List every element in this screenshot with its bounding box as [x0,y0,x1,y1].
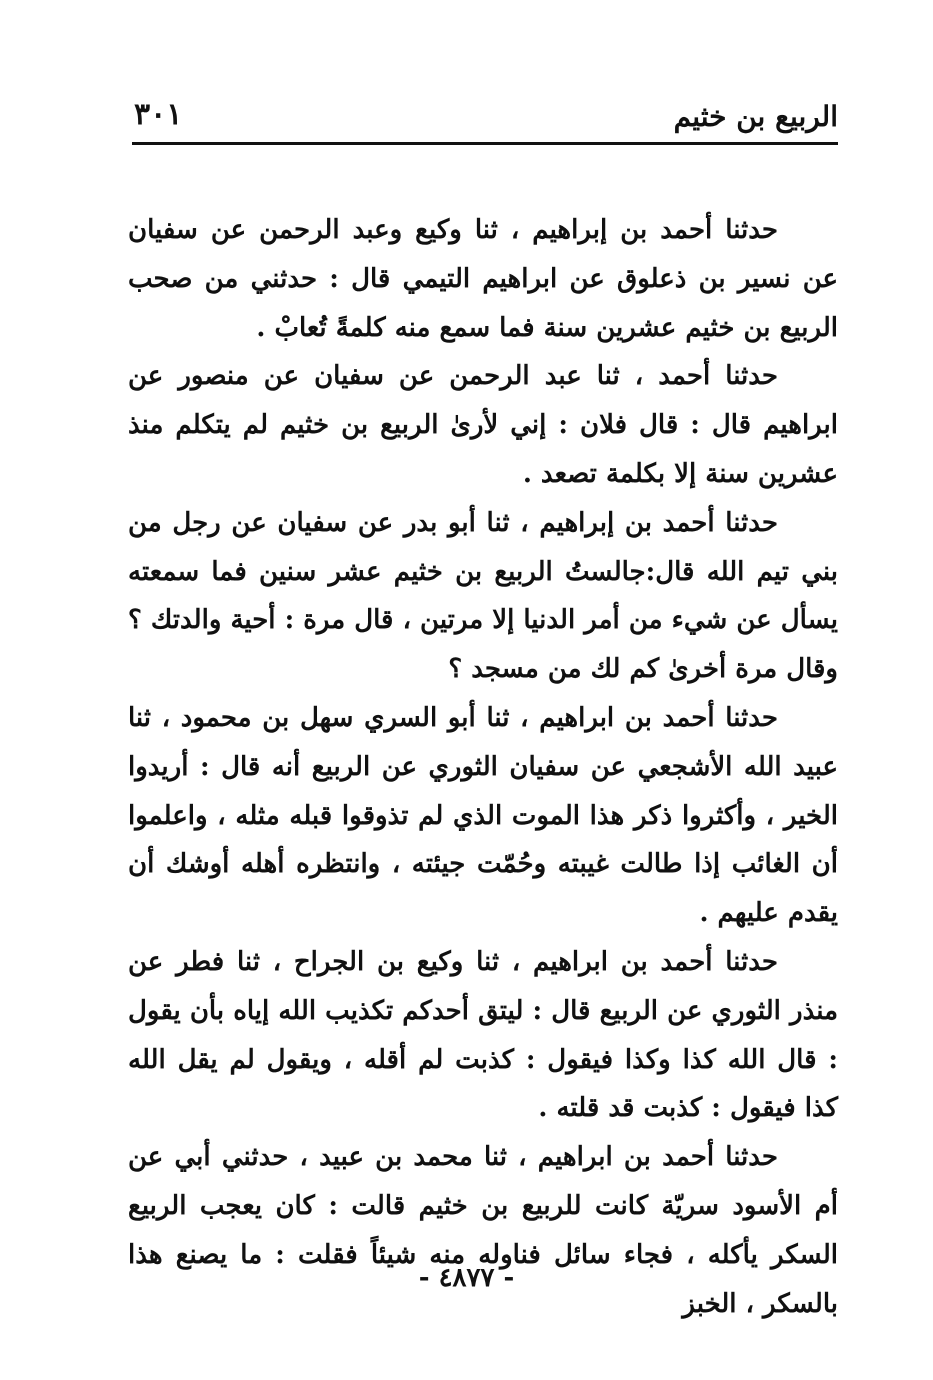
paragraph-1: حدثنا أحمد بن إبراهيم ، ثنا وكيع وعبد الرحمن عن سفيان عن نسير بن ذعلوق عن ابراهيم التيمي قال : حدثني من صحب الربيع بن خثيم عشرين سنة فما سمع منه كلمةً تُعابْ . [128,215,838,343]
running-header [132,95,838,143]
paragraph-3: حدثنا أحمد بن إبراهيم ، ثنا أبو بدر عن سفيان عن رجل من بني تيم الله قال:جالستُ الربيع بن خثيم عشر سنين فما سمعته يسأل عن شيء من أمر الدنيا إلا مرتين ، قال مرة : أحية والدتك ؟ وقال مرة أخرىٰ كم لك من مسجد ؟ [128,507,838,685]
paragraph-4: حدثنا أحمد بن ابراهيم ، ثنا أبو السري سهل بن محمود ، ثنا عبيد الله الأشجعي عن سفيان الثوري عن الربيع أنه قال : أريدوا الخير ، وأكثروا ذكر هذا الموت الذي لم تذوقوا قبله مثله ، واعلموا أن الغائب إذا طالت غيبته وحُمّت جيئته ، وانتظره أهله أوشك أن يقدم عليهم . [128,702,838,929]
header-page-number: ٣٠١ [134,97,183,132]
paragraph-6: حدثنا أحمد بن ابراهيم ، ثنا محمد بن عبيد ، حدثني أبي عن أم الأسود سريّة كانت للربيع بن خثيم قالت : كان يعجب الربيع السكر يأكله ، فجاء سائل فناوله منه شيئاً فقلت : ما يصنع هذا بالسكر ، الخبز [128,1142,838,1319]
body-text [128,206,838,1328]
footer-page-number: - ٤٨٧٧ - [418,1263,515,1293]
paragraph-2: حدثنا أحمد ، ثنا عبد الرحمن عن سفيان عن منصور عن ابراهيم قال : قال فلان : إني لأرىٰ الربيع بن خثيم لم يتكلم منذ عشرين سنة إلا بكلمة تصعد . [128,361,838,489]
chapter-title: الربيع بن خثيم [673,100,838,133]
paragraph-5: حدثنا أحمد بن ابراهيم ، ثنا وكيع بن الجراح ، ثنا فطر عن منذر الثوري عن الربيع قال : ليتق أحدكم تكذيب الله إياه بأن يقول : قال الله كذا وكذا فيقول : كذبت لم أقله ، ويقول لم يقل الله كذا فيقول : كذبت قد قلته . [128,946,838,1124]
header-divider [132,142,838,145]
